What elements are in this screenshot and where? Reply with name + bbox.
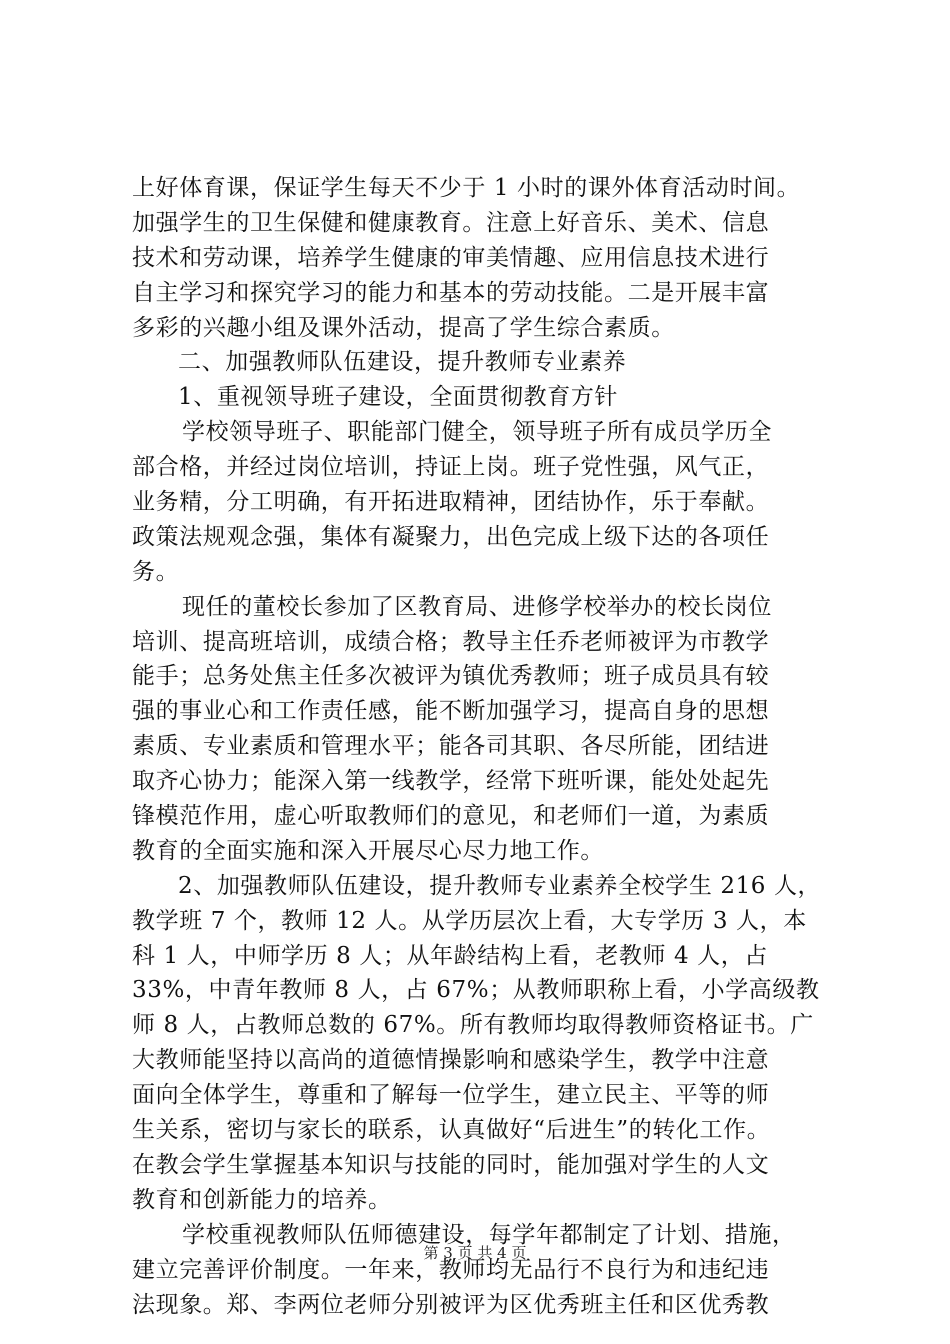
text-line: 上好体育课，保证学生每天不少于 1 小时的课外体育活动时间。 — [132, 175, 801, 201]
text-line: 33%，中青年教师 8 人，占 67%；从教师职称上看，小学高级教 — [132, 977, 820, 1004]
text-line: 2、加强教师队伍建设，提升教师专业素养全校学生 216 人， — [178, 872, 822, 899]
text-line: 素质、专业素质和管理水平；能各司其职、各尽所能，团结进 — [132, 733, 770, 760]
text-line: 教育的全面实施和深入开展尽心尽力地工作。 — [132, 837, 604, 864]
text-line: 自主学习和探究学习的能力和基本的劳动技能。二是开展丰富 — [132, 279, 770, 306]
page-footer: 第 3 页 共 4 页 — [423, 1244, 527, 1262]
text-line: 1、重视领导班子建设，全面贯彻教育方针 — [178, 384, 619, 411]
text-line: 教学班 7 个，教师 12 人。从学历层次上看，大专学历 3 人，本 — [132, 907, 807, 934]
text-line: 法现象。郑、李两位老师分别被评为区优秀班主任和区优秀教 — [132, 1291, 770, 1318]
text-line: 建立完善评价制度。一年来，教师均无品行不良行为和违纪违 — [132, 1256, 770, 1283]
text-line: 多彩的兴趣小组及课外活动，提高了学生综合素质。 — [132, 314, 675, 341]
text-line: 科 1 人，中师学历 8 人；从年龄结构上看，老教师 4 人，占 — [132, 942, 768, 969]
text-line: 能手；总务处焦主任多次被评为镇优秀教师；班子成员具有较 — [132, 663, 770, 690]
text-line: 加强学生的卫生保健和健康教育。注意上好音乐、美术、信息 — [132, 209, 770, 236]
text-line: 生关系，密切与家长的联系，认真做好“后进生”的转化工作。 — [132, 1117, 771, 1144]
text-line: 业务精，分工明确，有开拓进取精神，团结协作，乐于奉献。 — [132, 489, 770, 516]
text-line: 技术和劳动课，培养学生健康的审美情趣、应用信息技术进行 — [132, 244, 770, 271]
text-line: 锋模范作用，虚心听取教师们的意见，和老师们一道，为素质 — [132, 803, 770, 830]
document-body — [132, 171, 832, 1322]
text-line: 现任的董校长参加了区教育局、进修学校举办的校长岗位 — [182, 593, 772, 620]
text-line: 大教师能坚持以高尚的道德情操影响和感染学生，教学中注意 — [132, 1047, 770, 1074]
text-line: 培训、提高班培训，成绩合格；教导主任乔老师被评为市教学 — [132, 628, 770, 655]
text-line: 二、加强教师队伍建设，提升教师专业素养 — [178, 349, 627, 376]
text-line: 取齐心协力；能深入第一线教学，经常下班听课，能处处起先 — [132, 768, 770, 795]
text-line: 强的事业心和工作责任感，能不断加强学习，提高自身的思想 — [132, 698, 770, 725]
text-line: 面向全体学生，尊重和了解每一位学生，建立民主、平等的师 — [132, 1082, 770, 1109]
text-line: 政策法规观念强，集体有凝聚力，出色完成上级下达的各项任 — [132, 523, 770, 550]
text-line: 务。 — [132, 558, 180, 585]
text-line: 学校重视教师队伍师德建设，每学年都制定了计划、措施， — [182, 1221, 796, 1248]
text-line: 在教会学生掌握基本知识与技能的同时，能加强对学生的人文 — [132, 1151, 770, 1178]
text-line: 教育和创新能力的培养。 — [132, 1186, 392, 1213]
text-line: 学校领导班子、职能部门健全，领导班子所有成员学历全 — [182, 419, 772, 446]
text-line: 师 8 人，占教师总数的 67%。所有教师均取得教师资格证书。广 — [132, 1012, 814, 1039]
text-line: 部合格，并经过岗位培训，持证上岗。班子党性强，风气正， — [132, 454, 770, 481]
